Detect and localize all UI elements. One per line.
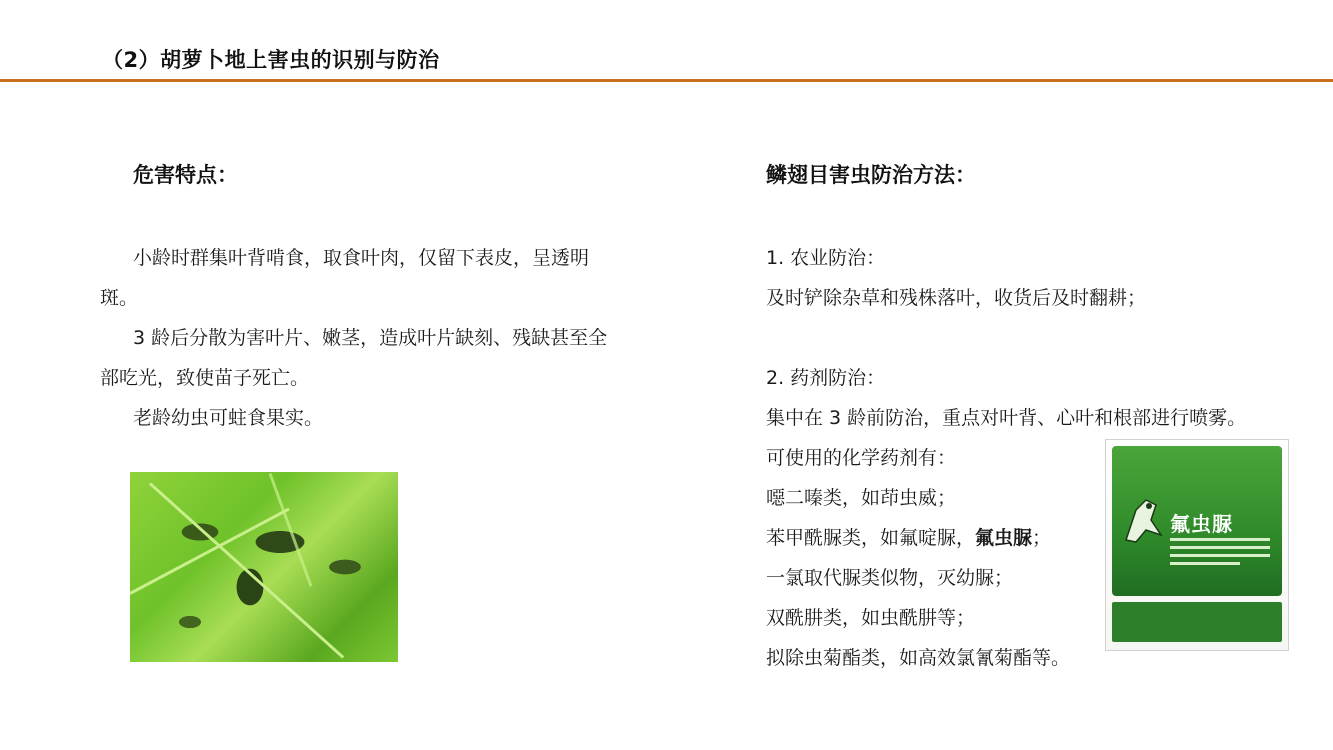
pesticide-package-image	[1105, 439, 1289, 651]
paragraph-damage-young: 小龄时群集叶背啃食，取食叶肉，仅留下表皮，呈透明斑。	[100, 247, 590, 309]
chemical-item: 一氯取代脲类似物，灭幼脲；	[766, 567, 1014, 589]
pest-damage-photo	[130, 472, 398, 662]
chemical-item-punct: ；	[1032, 527, 1052, 549]
right-heading: 鳞翅目害虫防治方法：	[766, 163, 976, 187]
blank-line	[733, 318, 1323, 358]
paragraph-damage-third-instar: 3 龄后分散为害叶片、嫩茎，造成叶片缺刻、残缺甚至全部吃光，致使苗子死亡。	[100, 327, 608, 389]
chemical-item-emphasis: 氟虫脲	[975, 527, 1033, 549]
left-heading: 危害特点：	[133, 163, 238, 187]
section-agricultural-text: 及时铲除杂草和残株落叶，收货后及时翻耕；	[766, 287, 1147, 309]
section-chemical-text: 集中在 3 龄前防治，重点对叶背、心叶和根部进行喷雾。	[766, 407, 1247, 429]
leaf-vein	[130, 508, 290, 595]
chemical-item: 拟除虫菊酯类，如高效氯氰菊酯等。	[766, 647, 1071, 669]
leaf-vein	[269, 473, 313, 587]
chemical-intro: 可使用的化学药剂有：	[766, 447, 957, 469]
section-agricultural-title: 1. 农业防治：	[766, 247, 886, 269]
leaf-vein	[149, 482, 344, 658]
package-product-name: 氟虫脲	[1170, 512, 1233, 536]
eagle-mascot-icon	[1116, 480, 1176, 550]
page-title: （2）胡萝卜地上害虫的识别与防治	[102, 48, 440, 72]
package-fine-print	[1170, 538, 1270, 570]
chemical-item: 噁二嗪类，如茚虫威；	[766, 487, 957, 509]
paragraph-damage-old: 老龄幼虫可蛀食果实。	[133, 407, 324, 429]
chemical-item: 双酰肼类，如虫酰肼等；	[766, 607, 976, 629]
left-body	[100, 238, 620, 438]
package-footer-band	[1112, 602, 1282, 642]
header-divider	[0, 79, 1333, 82]
section-chemical-title: 2. 药剂防治：	[766, 367, 886, 389]
chemical-item-text: 苯甲酰脲类，如氟啶脲，	[766, 527, 976, 549]
